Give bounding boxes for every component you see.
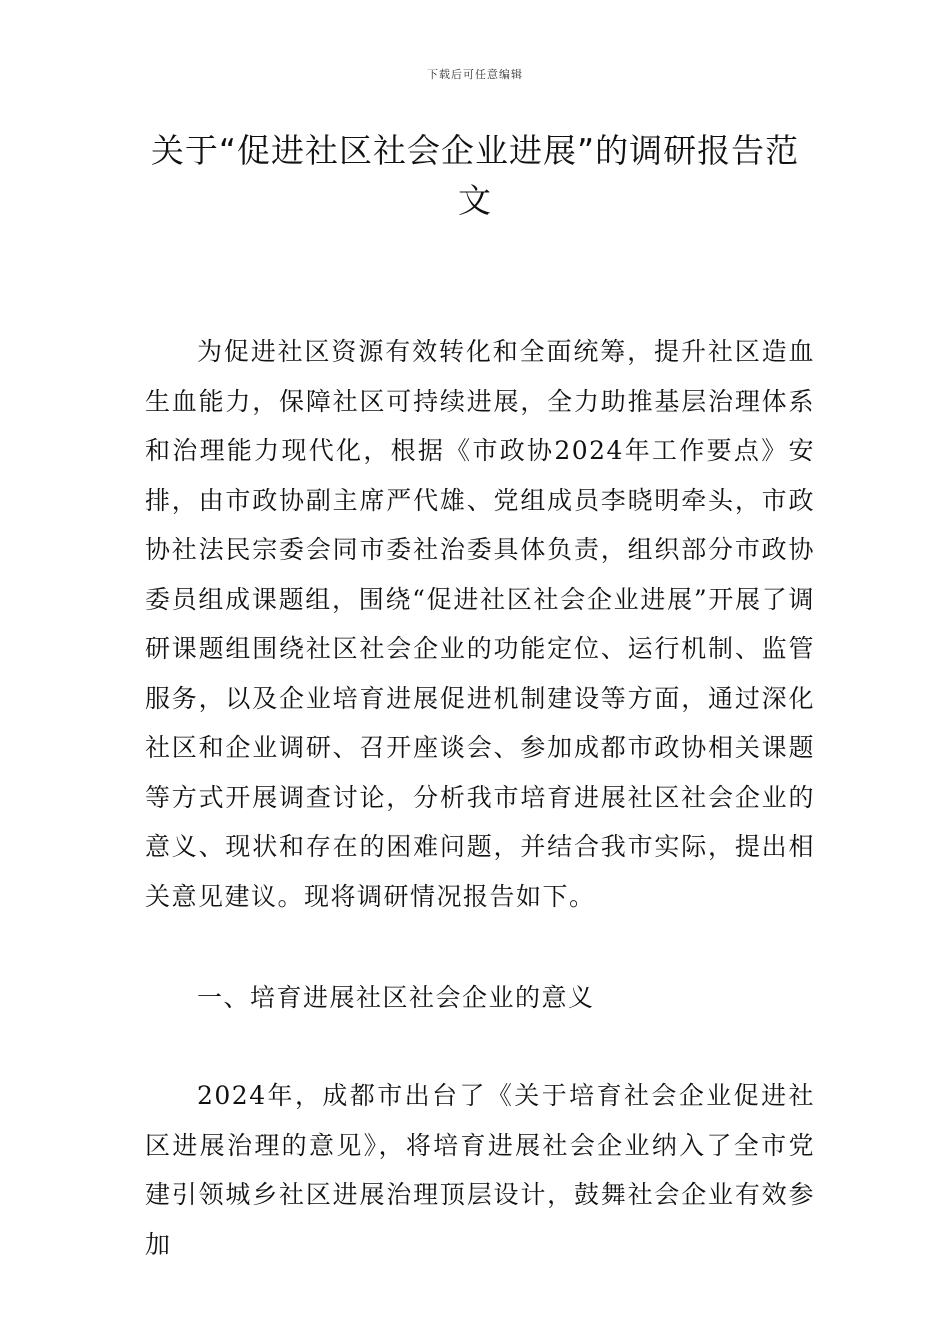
section-heading-1: 一、培育进展社区社会企业的意义 xyxy=(197,983,595,1012)
paragraph-section-1: 2024年，成都市出台了《关于培育社会企业促进社区进展治理的意见》，将培育进展社会企业纳入了全市党建引领城乡社区进展治理顶层设计，鼓舞社会企业有效参加 xyxy=(145,1081,815,1259)
paragraph-intro: 为促进社区资源有效转化和全面统筹，提升社区造血生血能力，保障社区可持续进展，全力助推基层治理体系和治理能力现代化，根据《市政协2024年工作要点》安排，由市政协副主席严代雄、党组成员李晓明牵头，市政协社法民宗委会同市委社治委具体负责，组织部分市政协委员组成课题组，围绕“促进社区社会企业进展”开展了调研课题组围绕社区社会企业的功能定位、运行机制、监管服务，以及企业培育进展促进机制建设等方面，通过深化社区和企业调研、召开座谈会、参加成都市政协相关课题等方式开展调查讨论，分析我市培育进展社区社会企业的意义、现状和存在的困难问题，并结合我市实际，提出相关意见建议。现将调研情况报告如下。 xyxy=(145,337,815,911)
document-title: 关于“促进社区社会企业进展”的调研报告范文 xyxy=(150,131,800,220)
header-note: 下载后可任意编辑 xyxy=(427,68,523,81)
